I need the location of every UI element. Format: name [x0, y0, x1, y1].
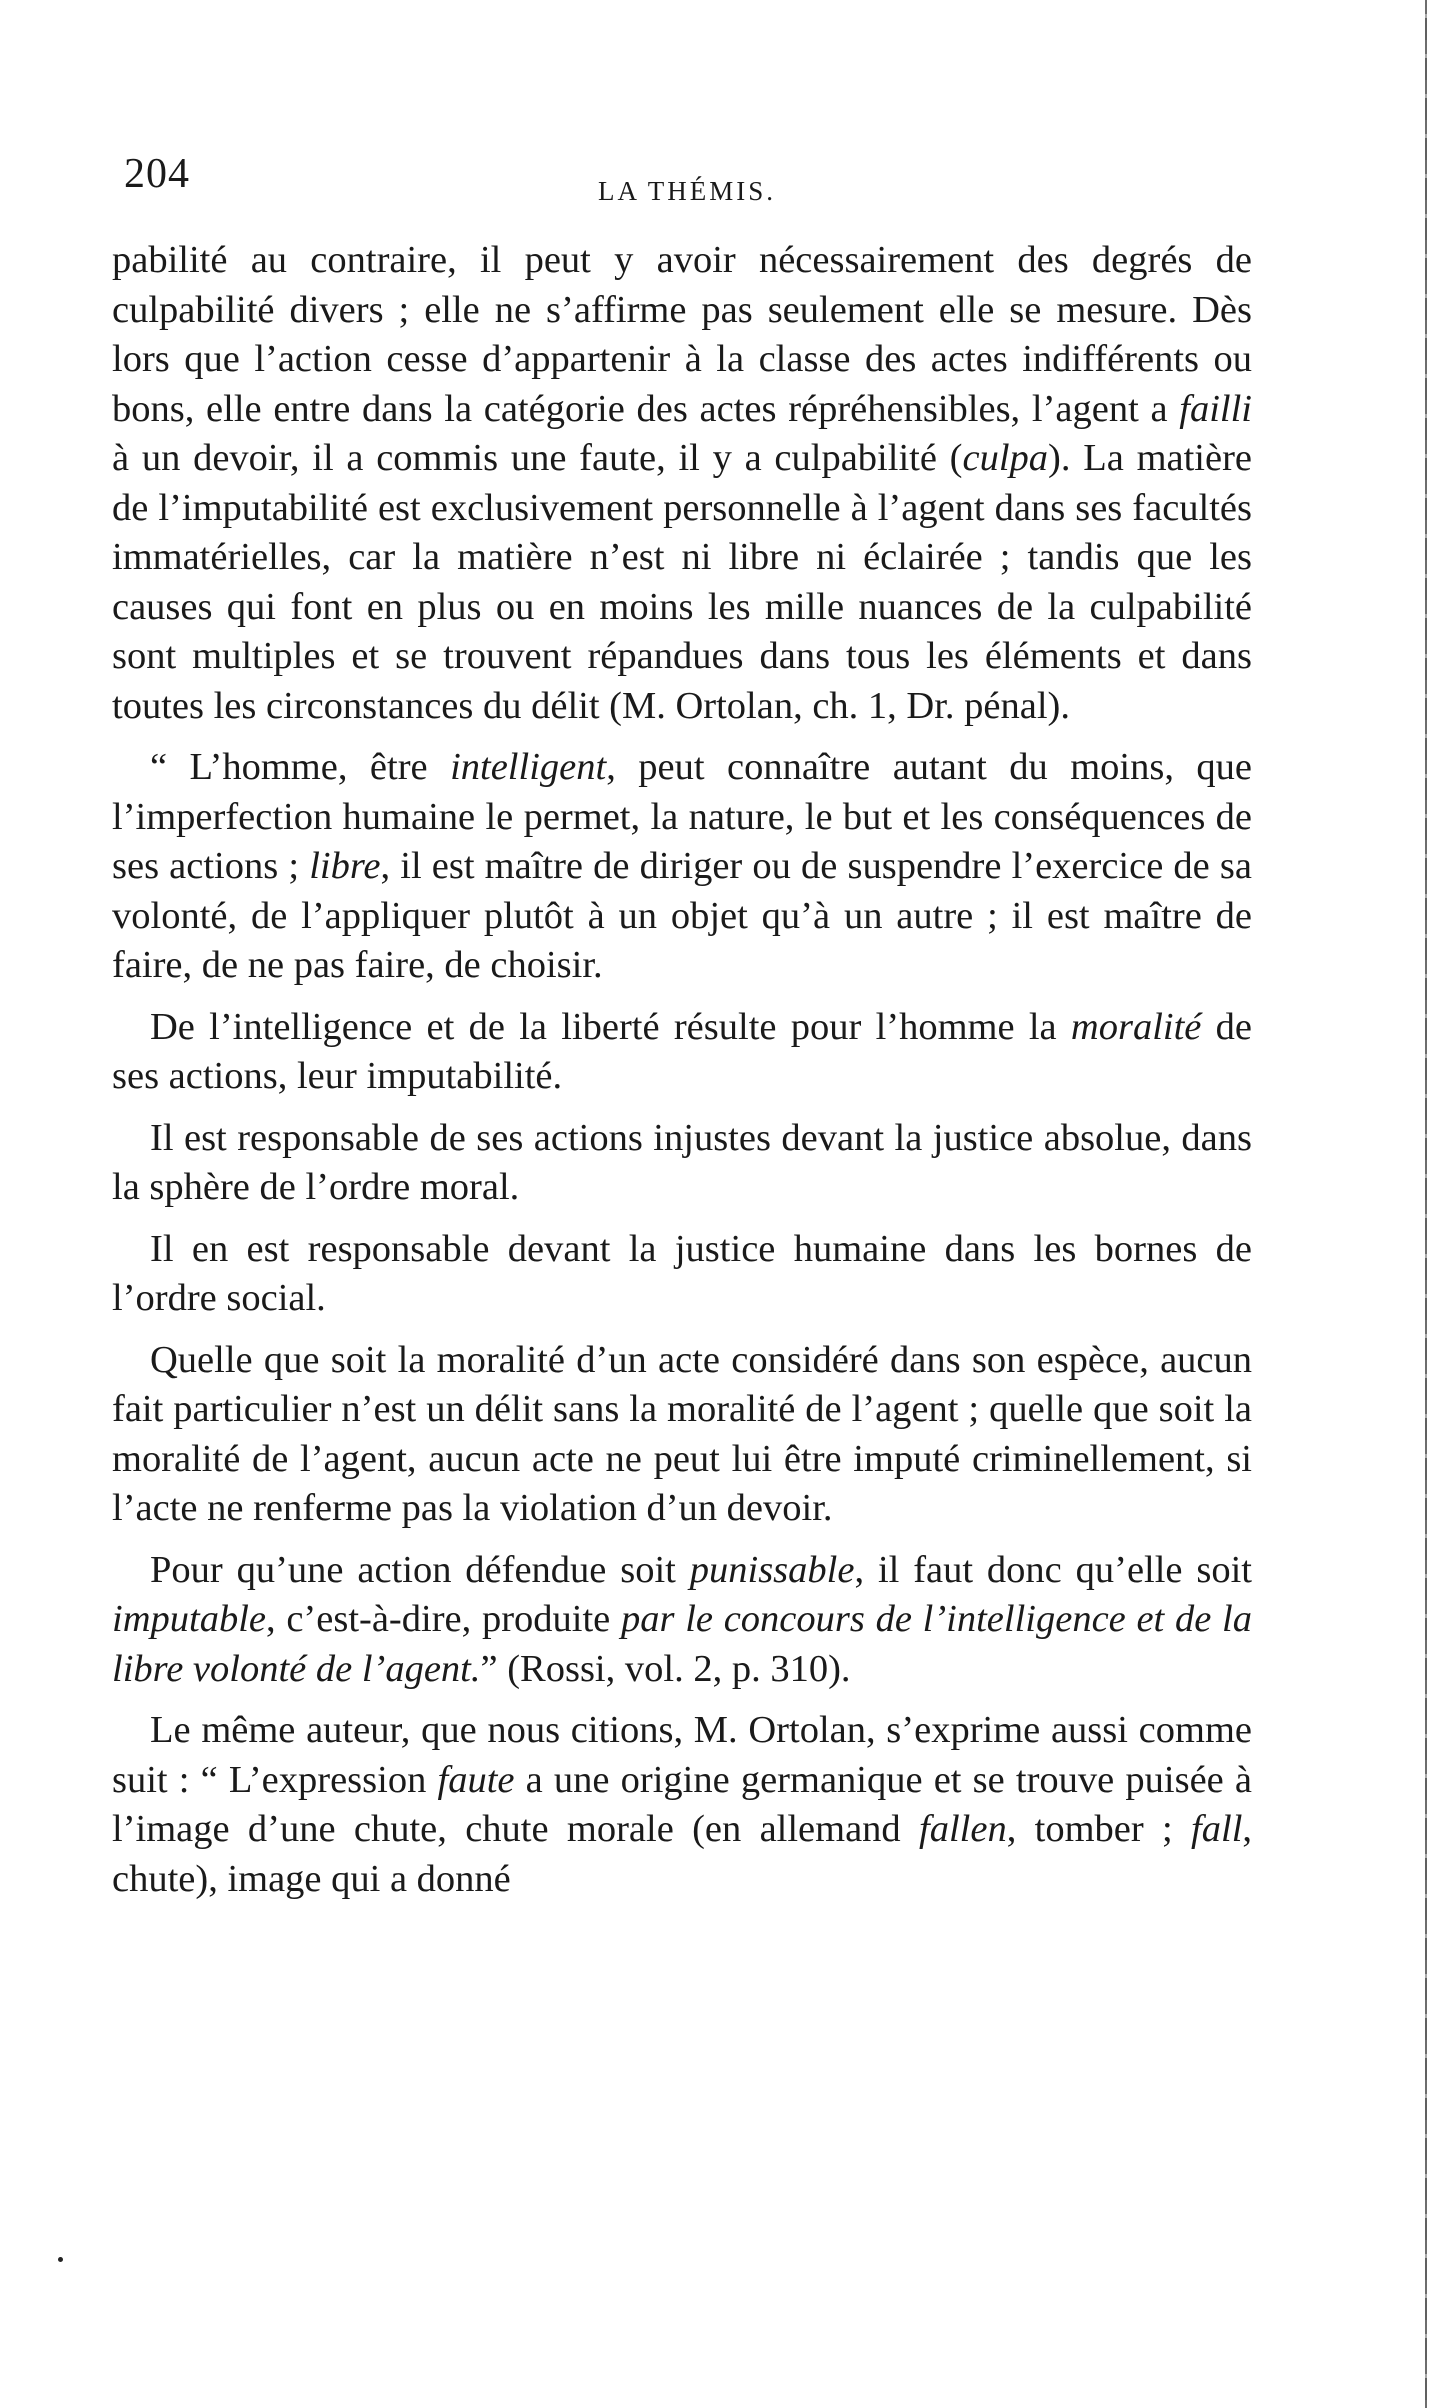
italic-text: fall: [1191, 1808, 1243, 1850]
text-run: “ L’homme, être: [150, 746, 451, 788]
italic-text: moralité: [1070, 1005, 1202, 1048]
text-run: pabilité au contraire, il peut y avoir nécessairement des degrés de culpabilité divers ; elle ne s’affirme pas seulement elle se mesure. Dès lors que l’action cesse d’appartenir à la classe des actes indifférents ou bons, elle entre dans la catégorie des actes répréhensibles, l’agent a: [112, 239, 1252, 430]
text-run: , peut connaître autant du moins, que l’imperfection humaine le permet, la nature, le but et les conséquences de ses actions ;: [112, 746, 1252, 887]
text-run: De l’intelligence et de la liberté résulte pour l’homme la: [150, 1005, 1071, 1048]
italic-text: libre: [309, 845, 381, 887]
italic-text: culpa: [962, 437, 1049, 479]
text-run: de ses actions, leur imputabilité.: [112, 1005, 1252, 1097]
paragraph: [112, 1114, 1252, 1213]
italic-text: faute: [437, 1758, 515, 1801]
text-run: à un devoir, il a commis une faute, il y a culpabilité (: [112, 437, 963, 479]
paragraph: [112, 236, 1252, 731]
text-run: Il en est responsable devant la justice humaine dans les bornes de l’ordre social.: [112, 1227, 1252, 1319]
italic-text: intelligent: [450, 746, 607, 788]
running-title: LA THÉMIS.: [598, 176, 777, 206]
text-run: ” (Rossi, vol. 2, p. 310).: [480, 1647, 851, 1690]
italic-text: par le concours de l’intelligence et de la libre volonté de l’agent.: [112, 1598, 1252, 1690]
paragraph: [112, 1336, 1252, 1534]
text-run: , chute), image qui a donné: [112, 1808, 1253, 1900]
paragraph: [112, 1225, 1252, 1324]
text-run: , c’est-à-dire, produite: [265, 1598, 621, 1640]
ink-speck: [58, 2257, 63, 2262]
italic-text: punissable: [689, 1548, 855, 1591]
paragraph: [112, 1706, 1252, 1904]
text-run: Quelle que soit la moralité d’un acte considéré dans son espèce, aucun fait particulier n’est un délit sans la moralité de l’agent ; quelle que soit la moralité de l’agent, aucun acte ne peut lui être imputé criminellement, si l’acte ne renferme pas la violation d’un devoir.: [112, 1338, 1252, 1529]
italic-text: fallen: [919, 1808, 1007, 1850]
text-run: , il est maître de diriger ou de suspendre l’exercice de sa volonté, de l’appliquer plutôt à un objet qu’à un autre ; il est maître de faire, de ne pas faire, de choisir.: [112, 845, 1252, 986]
italic-text: failli: [1179, 387, 1252, 430]
text-run: Le même auteur, que nous citions, M. Ortolan, s’exprime aussi comme suit : “ L’expression: [112, 1709, 1252, 1801]
page-number: 204: [124, 151, 190, 197]
text-run: ). La matière de l’imputabilité est exclusivement personnelle à l’agent dans ses facultés immatérielles, car la matière n’est ni libre ni éclairée ; tandis que les causes qui font en plus ou en moins les mille nuances de la culpabilité sont multiples et se trouvent répandues dans tous les éléments et dans toutes les circonstances du délit (M. Ortolan, ch. 1, Dr. pénal).: [112, 437, 1253, 727]
text-run: , il faut donc qu’elle soit: [854, 1548, 1253, 1591]
paragraph: [112, 1003, 1252, 1102]
body-text: [112, 236, 1252, 1904]
text-run: a une origine germanique et se trouve puisée à l’image d’une chute, chute morale (en allemand: [112, 1758, 1252, 1850]
text-run: Pour qu’une action défendue soit: [150, 1548, 690, 1591]
paragraph: [112, 743, 1252, 991]
text-run: , tomber ;: [1006, 1808, 1192, 1850]
paragraph: [112, 1546, 1252, 1695]
text-run: Il est responsable de ses actions injustes devant la justice absolue, dans la sphère de l’ordre moral.: [112, 1116, 1252, 1208]
italic-text: imputable: [112, 1598, 266, 1640]
page-edge-line: [1425, 0, 1427, 2408]
